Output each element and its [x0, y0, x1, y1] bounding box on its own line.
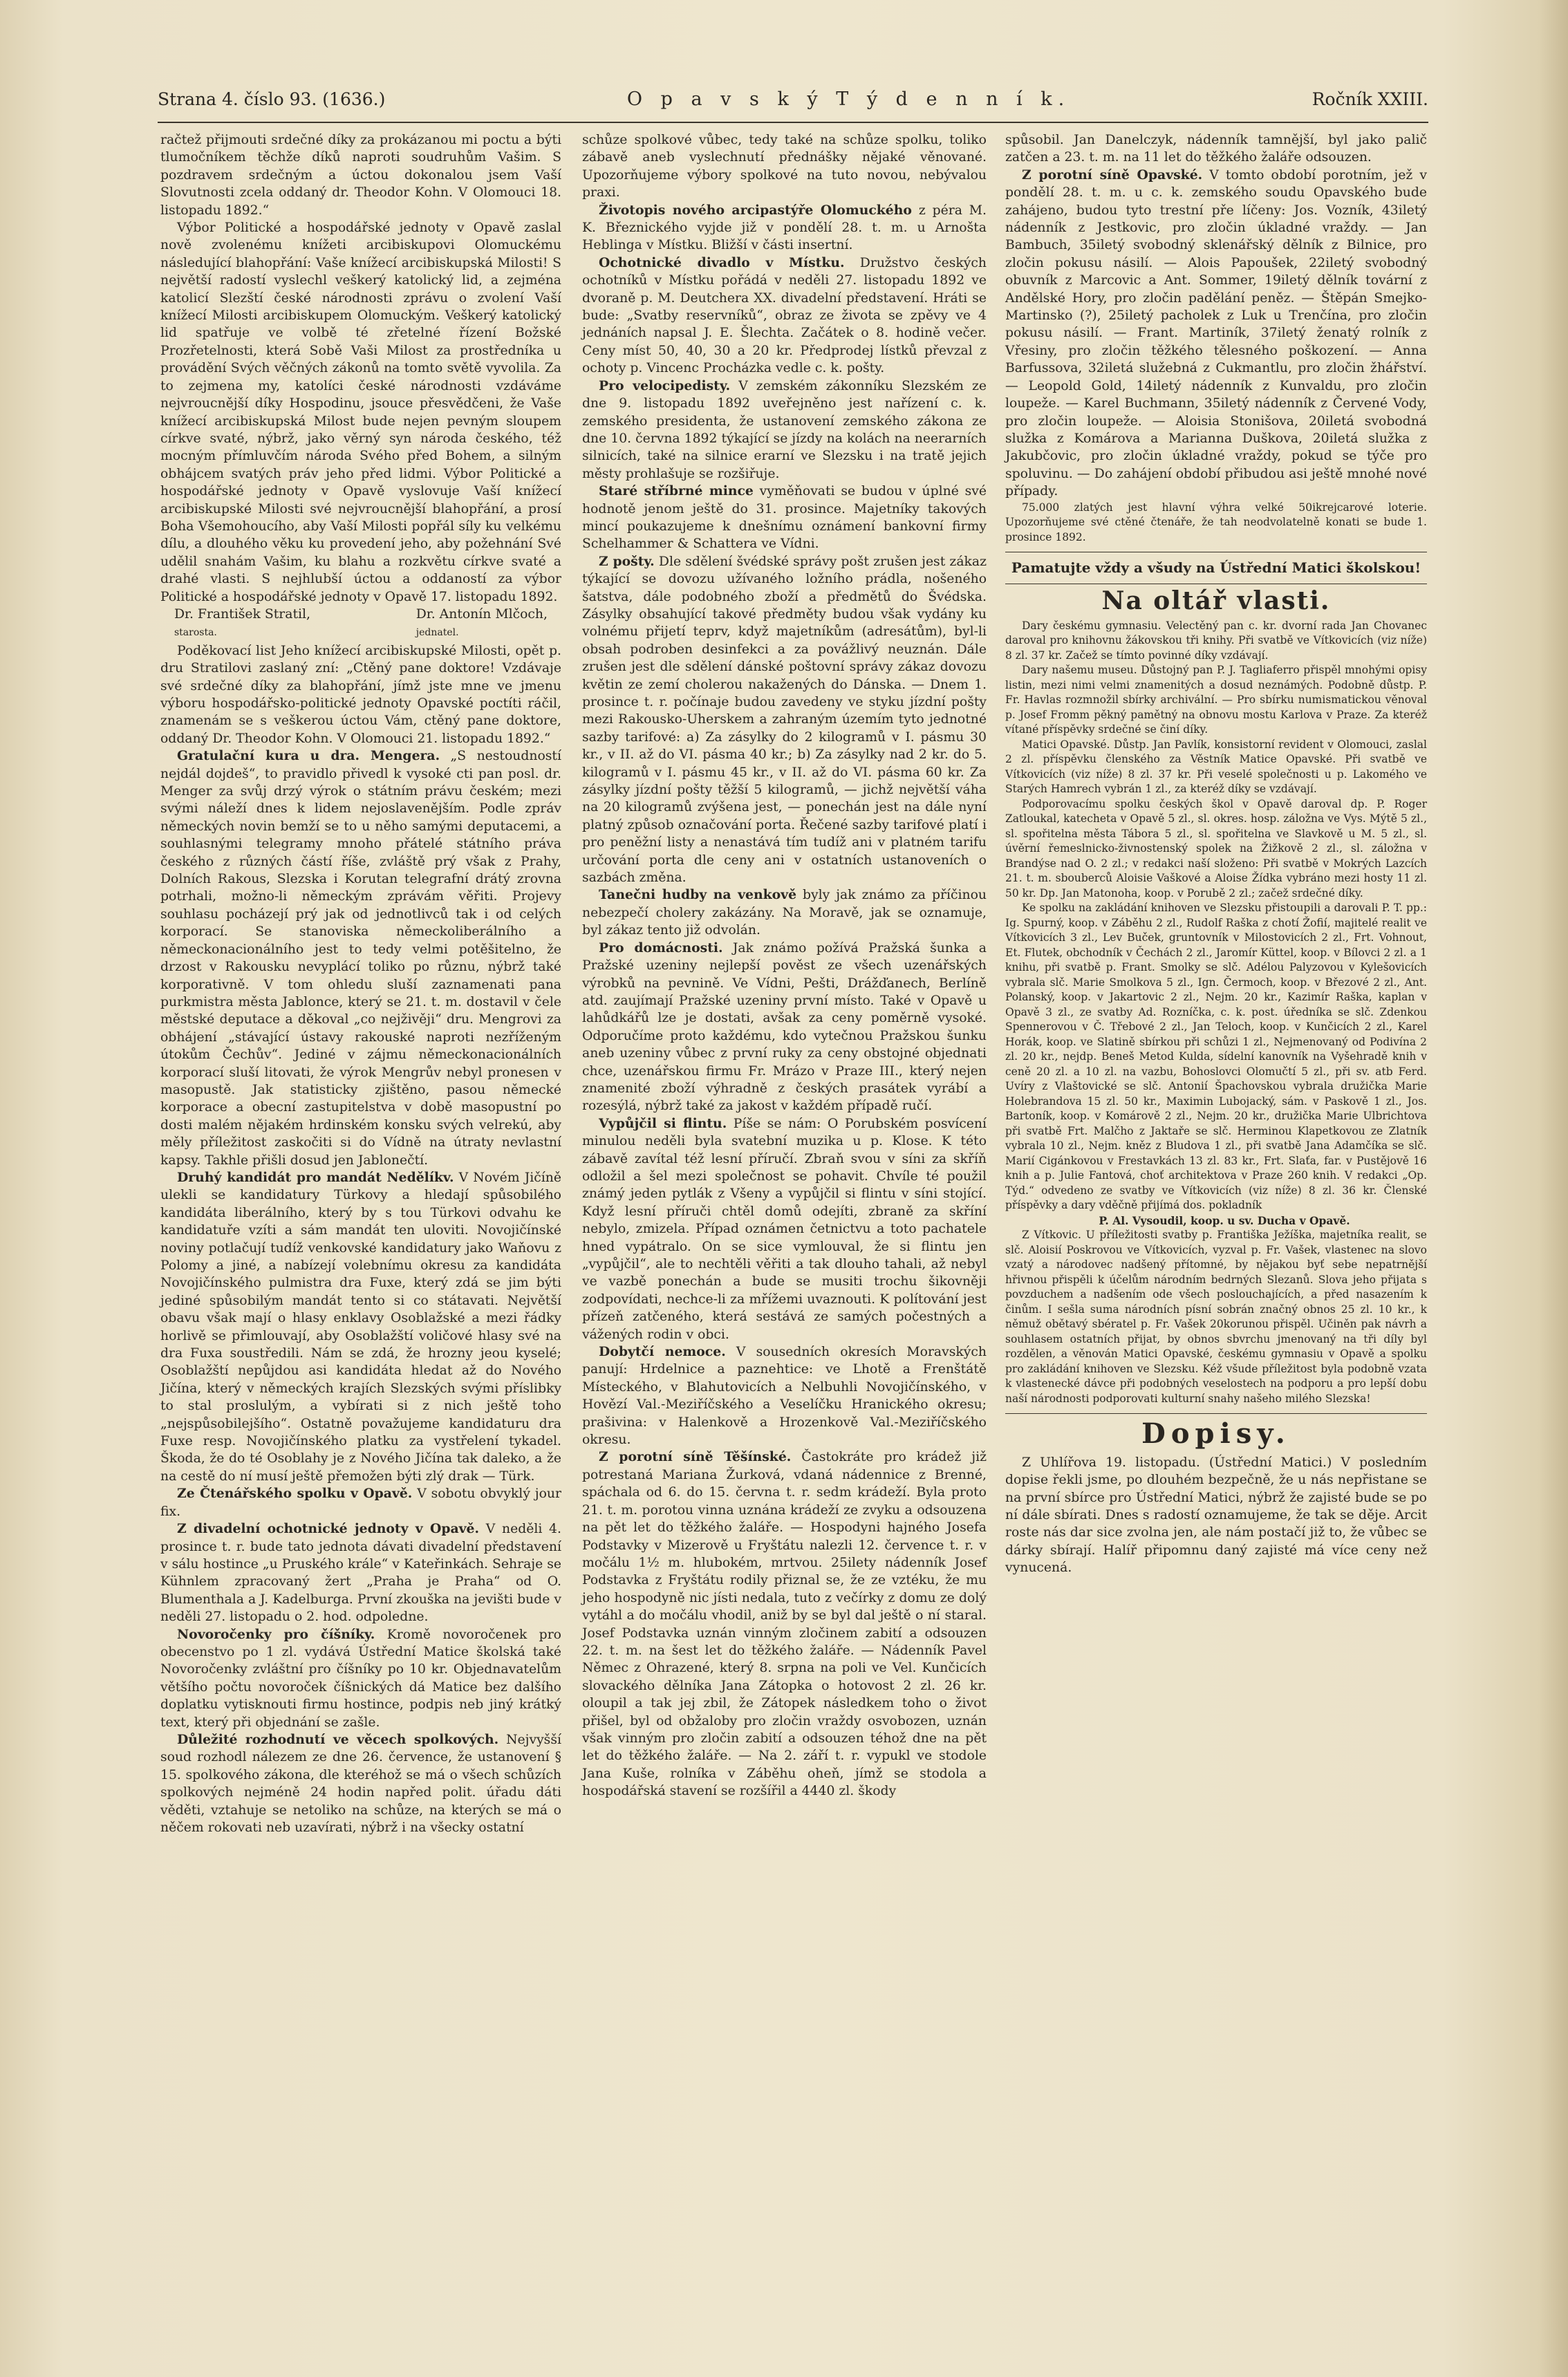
article: Novoročenky pro číšníky. Kromě novoročenek pro obecenstvo po 1 zl. vydává Ústřední Matice školská také Novoročenky zvláštní pro číšníky po 10 kr. Objednavatelům většího počtu novoroček číšnických dá Matice bez dalšího doplatku vytisknouti firmu hostince, podpis neb jiný krátký text, který při objednání se zašle. — [160, 1626, 561, 1730]
article: Z porotní síně Těšínské. Častokráte pro krádež již potrestaná Mariana Žurková, vdaná nádennice z Brenné, spáchala od 6. do 15. června t. r. sedm krádeží. Byla proto 21. t. m. porotou vinna uznána krádeží ze zvyku a odsouzena na pět let do těžkého žaláře. — Hospodyni hajného Josefa Podstavky v Mizerově u Fryštátu nalezli 12. července t. r. v močálu 1½ m. hlubokém, mrtvou. 25ilety nádenník Josef Podstavka z Fryštátu rodily přiznal se, že ze vztéku, že mu jeho hospodyně nic jísti nedala, tuto z večírky z domu ze dolý vytáhl a do močálu vhodil, aniž by se byl dal ještě o ní staral. Josef Podstavka uznán vinným zločinem zabití a odsouzen 22. t. m. na šest let do těžkého žaláře. — Nádenník Pavel Němec z Ohrazené, který 8. srpna na poli ve Vel. Kunčicích slovackého dělníka Jana Zátopka o hotovost 2 zl. 26 kr. oloupil a tak jej zbil, že Zátopek následkem toho o život přišel, byl od obžaloby pro zločin vraždy osvobozen, uznán však vinným pro zločin zabití a odsouzen téhož dne na pět let do těžkého žaláře. — Na 2. září t. r. vypukl ve stodole Jana Kuše, rolníka v Záběhu oheň, jímž se stodola a hospodářská stavení se rozšířil a 4440 zl. škody — [582, 1449, 987, 1799]
donation-entry: Podporovacímu spolku českých škol v Opavě daroval dp. P. Roger Zatloukal, katecheta v Opavě 5 zl., sl. okres. hosp. záložna ve Vys. Mýtě 5 zl., sl. spořitelna města Tábora 5 zl., sl. spořitelna ve Slavkově u M. 5 zl., sl. úvěrní řemeslnicko-živnostenský spolek na Žižkově 2 zl., sl. záložna v Brandýse nad O. 2 zl.; v redakci naší složeno: Při svatbě v Mokrých Lazcích 21. t. m. sbouberců Aloisie Vaškové a Aloise Žídka vybráno mezi hosty 11 zl. 50 kr. Dp. Jan Matonoha, koop. v Porubě 2 zl.; začež srdečné díky. — [1005, 797, 1427, 899]
article: Druhý kandidát pro mandát Nedělíkv. V Novém Jičíně ulekli se kandidatury Türkovy a hledají spůsobilého kandidáta liberálního, který by s tou Türkovi odvahu ke kandidatuře vzíti a sám mandát ten uloviti. Novojičínské noviny potlačují tudíž venkovské kandidatury jako Waňovu z Polomy a jiné, a nabízejí volebnímu okresu za kandidáta Novojičínského pulmistra dra Fuxe, který zdá se jim býti jediné spůsobilým mandát tento si co státavati. Největší obavu však mají o hlasy enklavy Osoblažské a mezi řádky horlivě se přimlouvají, aby Osoblažští voličové hlasy své na dra Fuxa soustředili. Nám se zdá, že hrozny jeou kyselé; Osoblažští nepůjdou asi kandidáta hledat až do Nového Jičína, který v německých krajích Slezských svými příslibky to stal proslulým, a vybírati si z nich ještě toho „nejspůsobilejšího“. Ostatně považujeme kandidaturu dra Fuxe resp. Novojičínského platku za vystřelení tykadel. Škoda, že do té Osoblahy je z Nového Jičína tak daleko, a že na cestě do ní musí ještě přemožen býti zlý drak — Türk. — [160, 1169, 561, 1484]
header-volume: Ročník XXIII. — [1312, 88, 1428, 109]
article-text: spůsobil. Jan Danelczyk, nádenník tamnější, byl jako palič zatčen a 23. t. m. na 11 let do těžkého žaláře odsouzen. — [1005, 133, 1427, 165]
matice-banner: Pamatujte vždy a všudy na Ústřední Matici školskou! — [1011, 559, 1421, 577]
article: Důležité rozhodnutí ve věcech spolkových. Nejvyšší soud rozhodl nálezem ze dne 26. července, že ustanovení § 15. spolkového zákona, dle kteréhož se má o všech schůzích spolkových nejméně 24 hodin napřed polit. úřadu dáti věděti, vztahuje se netoliko na schůze, na kterých se má o něčem rokovati neb uzavírati, nýbrž i na všecky ostatní — [160, 1731, 561, 1835]
article: Z pošty. Dle sdělení švédské správy pošt zrušen jest zákaz týkající se dovozu užívaného ložního prádla, nošeného šatstva, dále podobného zboží a předmětů do Švédska. Zásylky obsahující takové předměty budou však vydány ku volnému přijetí teprv, když majetníkům (adresátům), byl-li obsah podroben desinfekci a za povážlivý neuznán. Dále zrušen jest dle sdělení dánské poštovní správy zákaz dovozu květin ze zemí cholerou nakažených do Dánska. — Dnem 1. prosince t. r. počínaje budou zavedeny ve styku jízdní pošty mezi Rakousko-Uherskem a zahraným územím tyto jednotné sazby tarifové: a) Za zásylky do 2 kilogramů v I. pásmu 30 kr., v II. až do VI. pásma 40 kr.; b) Za zásylky nad 2 kr. do 5. kilogramů v I. pásmu 45 kr., v II. až do VI. pásma 60 kr. Za zásylky jízdní pošty těžší 5 kilogramů, — jichž největší váha na 20 kilogramů zvýšena jest, — ponechán jest na dále nyní platný způsob označování porta. Řečené sazby tarifové platí i pro peněžní listy a nenastává tím tudíž ani v platném tarifu určování porta dle ceny ani v ostatních ustanoveních o sazbách změna. — [582, 553, 987, 886]
article-heading: Pro domácnosti. — [599, 940, 723, 956]
signatures — [160, 606, 561, 642]
article-heading: Gratulační kura u dra. Mengera. — [177, 748, 440, 764]
article-text: Výbor Politické a hospodářské jednoty v Opavě zaslal nově zvolenému knížeti arcibiskupovi Olomuckému následující blahopřání: Vaše knížecí arcibiskupská Milosti! S největší radostí vyslechl veškerý katolický lid, a zejména katolicí Slezští české národnosti zprávu o zvolení Vaší knížecí Milosti arcibiskupem Olomuckým. Veškerý katolický lid spatřuje ve volbě té zřetelné řízení Božské Prozřetelnosti, která Sobě Vaši Milost za prostředníka u provádění Svých věčných zákonů na tomto světě vyvolila. Za to zejmena my, katolíci české národnosti vzdáváme nejvroucnější díky Hospodinu, jsouce přesvědčeni, že Vaše knížecí arcibiskupská Milost bude nejen pevným sloupem církve svaté, nýbrž, jako věrný syn národa českého, též mocným přímluvčím národa Svého před Bohem, a silným obhájcem svatých práv jeho před lidmi. Výbor Politické a hospodářské jednoty v Opavě vyslovuje Vaší knížecí arcibiskupské Milosti své nejvroucnější blahopřání, a prosí Boha Všemohoucího, aby Vaší Milosti popřál síly ku velkému dílu, a dlouhého věku ku provedení jeho, aby požehnání Své udělil snahám Vašim, ku blahu a rozkvětu církve svaté a drahé vlasti. S nejhlubší úctou a oddaností za výbor Politické a hospodářské jednoty v Opavě 17. listopadu 1892. — [160, 221, 561, 604]
donation-entry: Ke spolku na zakládání knihoven ve Slezsku přistoupili a darovali P. T. pp.: Ig. Spurný, koop. v Záběhu 2 zl., Rudolf Raška z chotí Žofií, majitelé realit ve Vítkovicích 3 zl., Lev Buček, gruntovník v Milostovicích 2 zl., Frt. Vohnout, Et. Flutek, obchodník v Čechách 2 zl., Jaromír Küttel, koop. v Bílovci 2 zl. a 1 knihu, při svatbě p. Frant. Smolky se slč. Adélou Palyzovou v Kylešovicích vybrala slč. Marie Smolkova 5 zl., Ign. Čermoch, koop. v Březové 2 zl., Ant. Polanský, koop. v Jakartovic 2 zl., Nejm. 20 kr., Kazimír Raška, kaplan v Opavě 3 zl., ze svatby Ad. Rozníčka, c. k. post. úředníka se slč. Zdenkou Spennerovou v Č. Třebové 2 zl., Jan Teloch, koop. v Kunčicích 2 zl., Karel Horák, koop. ve Slatině sbírkou při schůzi 1 zl., Nejmenovaný od Podivína 2 zl. 20 kr., nejdp. Beneš Metod Kulda, sídelní kanovník na Vyšehradě knih v ceně 20 zl. a 10 zl. na vazbu, Bohoslovci Olomučtí 5 zl., při sv. atb Ferd. Uvíry z Vlaštovické se slč. Antonií Špachovskou vybrala družička Marie Holebrandova 15 zl. 50 kr., Maximin Lubojacký, sám. v Paskově 1 zl., Jos. Bartoník, koop. v Komárově 2 zl., Nejm. 20 kr., družička Marie Ulbrichtova při svatbě Frt. Malčho z Jaktaře se slč. Herminou Klapetkovou ze Zlatník vybrala 10 zl., Nejm. kněz z Bludova 1 zl., při svatbě Jana Adamčíka se slč. Marií Cigánkovou v Frestavkách 13 zl. 83 kr., Frt. Slaťa, far. v Pustějově 16 knih a p. Julie Fantová, choť architektova v Praze 260 knih. V redakci „Op. Týd.“ odvedeno ze svatby ve Vítkovicích (viz níže) 8 zl. 36 kr. Členské příspěvky a dary vděčně přijímá dos. pokladník — [1005, 902, 1427, 1212]
masthead-title: O p a v s k ý T ý d e n n í k. — [626, 88, 1071, 110]
column-1 — [160, 131, 561, 1836]
article: Dobytčí nemoce. V sousedních okresích Moravských panují: Hrdelnice a paznehtice: ve Lhotě a Frenštátě Místeckého, v Blahutovicích a Nelbuhli Novojičínského, v Hovězí Val.-Meziříčského a Veselíčku Hranického okresu; prašivina: v Halenkově a Hrozenkově Val.-Meziříčského okresu. — [582, 1344, 987, 1448]
article: Z porotní síně Opavské. V tomto období porotním, jež v pondělí 28. t. m. u c. k. zemského soudu Opavského bude zahájeno, budou tyto trestní pře líčeny: Jos. Vozník, 43iletý nádenník z Jestkovic, pro zločin úkladné vraždy. — Jan Bambuch, 35iletý svobodný sklenářský dělník z Bilnice, pro zločin pokusu násilí. — Alois Papoušek, 22iletý svobodný obuvník z Marcovic a Ant. Sommer, 19iletý dělník tovární z Andělské Hory, pro zločin padělání peněz. — Štěpán Smejko-Martinsko (?), 25iletý pacholek z Luk u Trenčína, pro zločin pokusu násilí. — Frant. Martiník, 37iletý ženatý rolník z Vřesiny, pro zločin těžkého tělesného poškození. — Anna Barfussova, 32iletá služebná z Cukmantlu, pro zločin žhářství. — Leopold Gold, 14iletý nádenník z Kunvaldu, pro zločin loupeže. — Karel Buchmann, 35iletý nádenník z Červené Vody, pro zločin loupeže. — Aloisia Stonišova, 20iletá svobodná služka z Komárova a Marianna Duškova, 20iletá služka z Jakubčovic, pro zločin úkladné vraždy, pokud se týče pro spoluvinu. — Do zahájení období přibudou asi ještě mnohé nové případy. — [1005, 167, 1427, 499]
article-heading: Z porotní síně Opavské. — [1022, 167, 1203, 183]
article-heading: Novoročenky pro číšníky. — [177, 1626, 375, 1642]
header-page-number: Strana 4. číslo 93. (1636.) — [158, 88, 386, 109]
article-heading: Pro velocipedisty. — [599, 377, 731, 393]
article-heading: Životopis nového arcipastýře Olomuckého — [599, 202, 912, 218]
page-fold-shadow — [1539, 0, 1568, 2377]
signature-left: Dr. František Stratil, starosta. — [174, 606, 310, 639]
lottery-notice: 75.000 zlatých jest hlavní výhra velké 50ikrejcarové loterie. Upozorňujeme své ctěné čtenáře, že tah neodvolatelně konati se bude 1. prosince 1892. — [1005, 501, 1427, 543]
donation-entry: Dary našemu museu. Důstojný pan P. J. Tagliaferro přispěl mnohými opisy listin, mezi nimi velmi znamenitých a dosud neznámých. Podobně důstp. P. Fr. Havlas rozmnožil sbírky archivální. — Pro sbírku numismatickou věnoval p. Josef Fromm pěkný pamětný na obnovu mostu Karlova v Praze. Za kteréž vítané příspěvky srdečné se činí díky. — [1005, 664, 1427, 736]
column-2 — [582, 131, 987, 1800]
article-text: schůze spolkové vůbec, tedy také na schůze spolku, toliko zábavě aneb vyslechnutí přednášky nějaké věnované. Upozorňujeme výbory spolkové na tuto novou, nebývalou praxi. — [582, 133, 987, 201]
article: Gratulační kura u dra. Mengera. „S nestoudností nejdál dojdeš“, to pravidlo přivedl k vysoké cti pan posl. dr. Menger za svůj drzý výrok o státním právu českém; mezi svými náleží dnes k lidem nejoslavenějším. Podle zpráv německých novin bemží se to u něho samými deputacemi, a souhlasnými telegramy mnoho přátelé státního práva českého z různých částí říše, zvláště prý však z Prahy, Dolních Rakous, Slezska i Korutan telegrafní drátý zrovna potrhali, možno-li německým zprávám věřiti. Projevy souhlasu pocházejí prý jak od jednotlivců tak i od celých korporací. Se stanoviska německoliberálního a německonacionálního jest to tedy velmi potěšitelno, že drzost v Rakousku nevyplácí toliko po různu, nýbrž také korporativně. V tom ohledu sluší zaznamenati pana purkmistra města Jablonce, který se 21. t. m. dostavil v čele městské deputace a děkoval „co nejživěji“ dru. Mengrovi za obhájení „stávající ústavy rakouské naproti nezříženým útokům Čechův“. Jediné v zájmu německonacionálních korporací sluší litovati, že výrok Mengrův nebyl pronesen v masopustě. Jak statisticky zjištěno, pasou německé korporace a obecní zastupitelstva v době masopustní po dosti malém nějakém hrdinském konsku svých velrekú, aby měly příležitost zaskočiti si do Vídně na útraty nevlastní kapsy. Takhle přišli dosud jen Jablonečtí. — [160, 748, 561, 1168]
signature-right: Dr. Antonín Mlčoch, jednatel. — [416, 606, 548, 639]
divider — [1005, 1413, 1427, 1414]
article-heading: Důležité rozhodnutí ve věcech spolkových. — [177, 1731, 499, 1747]
article-text: Poděkovací list Jeho knížecí arcibiskupské Milosti, opět p. dru Stratilovi zaslaný zní: „Ctěný pane doktore! Vzdávaje své srdečné díky za blahopřání, jímž jste mne ve jmenu výboru hospodářsko-politické jednoty Opavské poctíti ráčil, znamenám se s veškerou úctou Vám, ctěný pane doktore, oddaný Dr. Theodor Kohn. V Olomouci 21. listopadu 1892.“ — [160, 643, 561, 746]
article: Životopis nového arcipastýře Olomuckého z péra M. K. Březnického vyjde již v pondělí 28. t. m. u Arnošta Heblinga v Místku. Bližší v části insertní. — [582, 202, 987, 253]
article: Z divadelní ochotnické jednoty v Opavě. V neděli 4. prosince t. r. bude tato jednota dávati divadelní představení v sálu hostince „u Pruského krále“ v Kateřinkách. Sehraje se Kühnlem zpracovaný žert „Praha je Praha“ od O. Blumenthala a J. Kadelburga. První zkouška na jevišti bude v neděli 27. listopadu o 2. hod. odpoledne. — [160, 1521, 561, 1625]
section-heading-letters: Dopisy. — [1141, 1417, 1291, 1451]
article: Ze Čtenářského spolku v Opavě. V sobotu obvyklý jour fix. — [160, 1486, 561, 1519]
article: Vypůjčil si flintu. Píše se nám: O Porubském posvícení minulou neděli byla svatební muzika u p. Klose. K této zábavě zavítal též lesní příručí. Zbraň svou v síni za skříň odložil a šel mezi společnost se pohavit. Chvíle té použil známý jeden pytlák z Všeny a vypůjčil si flintu v síni stojící. Když lesní příruči chtěl domů odejíti, zbraně za skříní nebylo, zmizela. Případ oznámen četnictvu a toto pachatele hned vypátralo. On se sice vymlouval, že si flintu jen „vypůjčil“, ale to nechtěli věřiti a tak dlouho tahali, až nebyl ve vazbě ponechán a bude se musiti trochu šikovněji zodpovídati, nechce-li za mřížemi uvaznouti. K polítování jest přízeň zatčeného, která sestává ze samých počestných a vážených rodin v obci. — [582, 1115, 987, 1342]
article-heading: Z porotní síně Těšínské. — [599, 1449, 792, 1465]
page-header — [158, 82, 1428, 116]
donation-entry: Dary českému gymnasiu. Velectěný pan c. kr. dvorní rada Jan Chovanec daroval pro knihovnu žákovskou tři knihy. Při svatbě ve Vítkovicích (viz níže) 8 zl. 37 kr. Začež se tímto povinné díky vzdávají. — [1005, 619, 1427, 662]
section-heading: Na oltář vlasti. — [1101, 586, 1331, 616]
article-heading: Ze Čtenářského spolku v Opavě. — [177, 1486, 413, 1502]
article-heading: Staré stříbrné mince — [599, 483, 754, 499]
article-heading: Z divadelní ochotnické jednoty v Opavě. — [177, 1521, 480, 1537]
article: Pro domácnosti. Jak známo požívá Pražská šunka a Pražské uzeniny nejlepší pověst ze všech uzenářských výrobků na pevnině. Ve Vídni, Pešti, Drážďanech, Berlíně atd. zaujímají Pražské uzeniny první místo. Také v Opavě u lahůdkářů lze je dostati, avšak za ceny poměrně vysoké. Odporučíme proto každému, kdo vytečnou Pražskou šunku aneb uzeniny vůbec z první ruky za ceny obstojné objednati chce, uzenářskou firmu Fr. Mrázo v Praze III., který nejen znamenité zboží výhradně z českých prasátek vyrábí a rozesýlá, nýbrž také za jakost v každém případě ručí. — [582, 940, 987, 1114]
article-heading: Vypůjčil si flintu. — [599, 1115, 727, 1131]
article-heading: Tanečni hudby na venkově — [599, 887, 797, 903]
donation-signature: P. Al. Vysoudil, koop. u sv. Ducha v Opavě. — [1099, 1213, 1350, 1227]
article-heading: Z pošty. — [599, 553, 655, 569]
article: Tanečni hudby na venkově byly jak známo za příčinou nebezpečí cholery zakázány. Na Moravě, jak se oznamuje, byl zákaz tento již odvolán. — [582, 887, 987, 938]
donation-entry: Matici Opavské. Důstp. Jan Pavlík, konsistorní revident v Olomouci, zaslal 2 zl. příspěvku členského za Věstník Matice Opavské. Při svatbě ve Vítkovicích (viz níže) 8 zl. 37 kr. Při veselé společnosti u p. Lakomého ve Starých Hamrech vybrán 1 zl., za kteréž díky se vzdávají. — [1005, 738, 1427, 796]
donation-entry: Z Vítkovic. U příležitosti svatby p. Františka Ježíška, majetníka realit, se slč. Aloisií Poskrovou ve Vítkovicích, vyzval p. Fr. Vašek, vlastenec na slovo vzatý a národovec nadšený přítomné, by nějakou byť sebe nepatrnější hřivnou přispěli k účelům národním bedrných Slezanů. Slova jeho přijata s povzduchem a nadšením ode všech poslouchajících, a před nasazením k činům. I sešla suma národních písní sobrán značný obnos 25 zl. 10 kr., k němuž obětavý sbératel p. Fr. Vašek 20korunou přispěl. Učiněn pak návrh a souhlasem ostatních přijat, by obnos sbvrchu jmenovaný na tři díly byl rozdělen, a věnován Matici Opavské, českému gymnasiu v Opavě a spolku pro zakládání knihoven ve Slezsku. Kéž všude příležitost byla podobně vzata k vlastenecké dávce při podobných veselostech na podporu a pro lepší dobu naší národnosti podporovati kulturní snahy našeho milého Slezska! — [1005, 1229, 1427, 1405]
letter-text: Z Uhlířova 19. listopadu. (Ústřední Matici.) V posledním dopise řekli jsme, po dlouhém bezpečně, že u nás nepřistane se na první sbírce pro Ústřední Matici, nýbrž že zajisté bude se po ní dále sbírati. Dnes s radostí oznamujeme, že tak se děje. Arcit roste nás dar sice zvolna jen, ale nám postačí již to, že vůbec se dárky sbírají. Halíř připomnu daný zajisté má více ceny než vynucená. — [1005, 1455, 1427, 1576]
article: Pro velocipedisty. V zemském zákonníku Slezském ze dne 9. listopadu 1892 uveřejněno jest nařízení c. k. zemského presidenta, že ustanovení zemského zákona ze dne 10. června 1892 týkající se jízdy na kolách na neerarních silnicích, také na silnice erarní ve Slezsku i na tratě jejich městy prohlašuje se rozšiřuje. — [582, 377, 987, 481]
article-text: račtež přijmouti srdečné díky za prokázanou mi poctu a býti tlumočníkem těchže díků naproti soudruhům Vašim. S pozdravem srdečným a úctou dokonalou jsem Vaší Slovutnosti zcela oddaný dr. Theodor Kohn. V Olomouci 18. listopadu 1892.“ — [160, 133, 561, 218]
article: Ochotnické divadlo v Místku. Družstvo českých ochotníků v Místku pořádá v neděli 27. listopadu 1892 ve dvoraně p. M. Deutchera XX. divadelní představení. Hráti se bude: „Svatby reservníků“, obraz ze života se zpěvy ve 4 jednáních napsal J. E. Šlechta. Začátek o 8. hodině večer. Ceny míst 50, 40, 30 a 20 kr. Předprodej lístků převzal z ochoty p. Vincenc Procházka vedle c. k. pošty. — [582, 254, 987, 376]
column-3 — [1005, 131, 1427, 1577]
article-heading: Dobytčí nemoce. — [599, 1344, 726, 1360]
article-heading: Druhý kandidát pro mandát Nedělíkv. — [177, 1169, 454, 1185]
article-heading: Ochotnické divadlo v Místku. — [599, 254, 845, 270]
article: Staré stříbrné mince vyměňovati se budou v úplné své hodnotě jenom ještě do 31. prosince. Majetníky takových mincí poukazujeme k dnešnímu oznámení bankovní firmy Schelhammer & Schattera ve Vídni. — [582, 483, 987, 552]
header-rule — [158, 122, 1428, 123]
